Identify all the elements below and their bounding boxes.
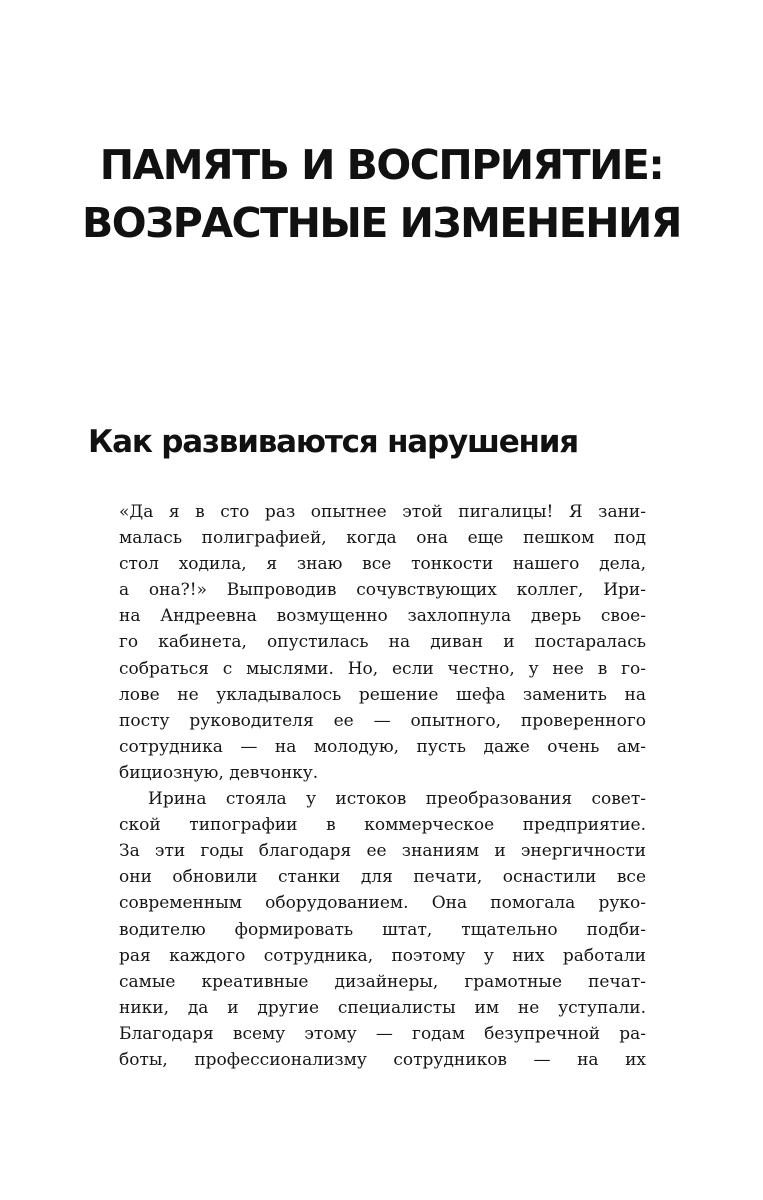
text-line: ники, да и другие специалисты им не уступали.: [119, 997, 646, 1018]
text-line: го кабинета, опустилась на диван и постаралась: [119, 632, 646, 653]
section-heading: Как развиваются нарушения: [88, 424, 578, 460]
body-text: [119, 499, 646, 1073]
text-line: «Да я в сто раз опытнее этой пигалицы! Я зани-: [119, 502, 646, 522]
text-line: ской типографии в коммерческое предприятие.: [119, 815, 646, 836]
text-line: современным оборудованием. Она помогала руко-: [119, 893, 646, 914]
text-line: Ирина стояла у истоков преобразования совет-: [148, 789, 646, 810]
text-line: водителю формировать штат, тщательно подби-: [119, 919, 646, 940]
text-line: стол ходила, я знаю все тонкости нашего дела,: [119, 554, 646, 575]
text-line: лове не укладывалось решение шефа заменить на: [119, 684, 646, 705]
chapter-title: [0, 136, 763, 252]
text-line: сотрудника — на молодую, пусть даже очень ам-: [119, 736, 646, 757]
text-line: Благодаря всему этому — годам безупречной ра-: [119, 1023, 646, 1044]
chapter-title-line-2: ВОЗРАСТНЫЕ ИЗМЕНЕНИЯ: [82, 199, 681, 247]
text-line: на Андреевна возмущенно захлопнула дверь свое-: [119, 606, 646, 627]
text-line: бициозную, девчонку.: [119, 762, 319, 783]
text-line: они обновили станки для печати, оснастили все: [119, 867, 646, 888]
text-line: боты, профессионализму сотрудников — на их: [119, 1049, 646, 1070]
paragraph-1: [119, 499, 646, 786]
text-line: малась полиграфией, когда она еще пешком под: [119, 528, 646, 549]
text-line: а она?!» Выпроводив сочувствующих коллег, Ири-: [119, 580, 646, 601]
text-line: посту руководителя ее — опытного, проверенного: [119, 710, 646, 731]
text-line: собраться с мыслями. Но, если честно, у нее в го-: [119, 658, 646, 679]
chapter-title-line-1: ПАМЯТЬ И ВОСПРИЯТИЕ:: [99, 141, 664, 189]
text-line: За эти годы благодаря ее знаниям и энергичности: [119, 841, 646, 862]
paragraph-2: [119, 786, 646, 1073]
text-line: рая каждого сотрудника, поэтому у них работали: [119, 945, 646, 966]
text-line: самые креативные дизайнеры, грамотные печат-: [119, 971, 646, 992]
